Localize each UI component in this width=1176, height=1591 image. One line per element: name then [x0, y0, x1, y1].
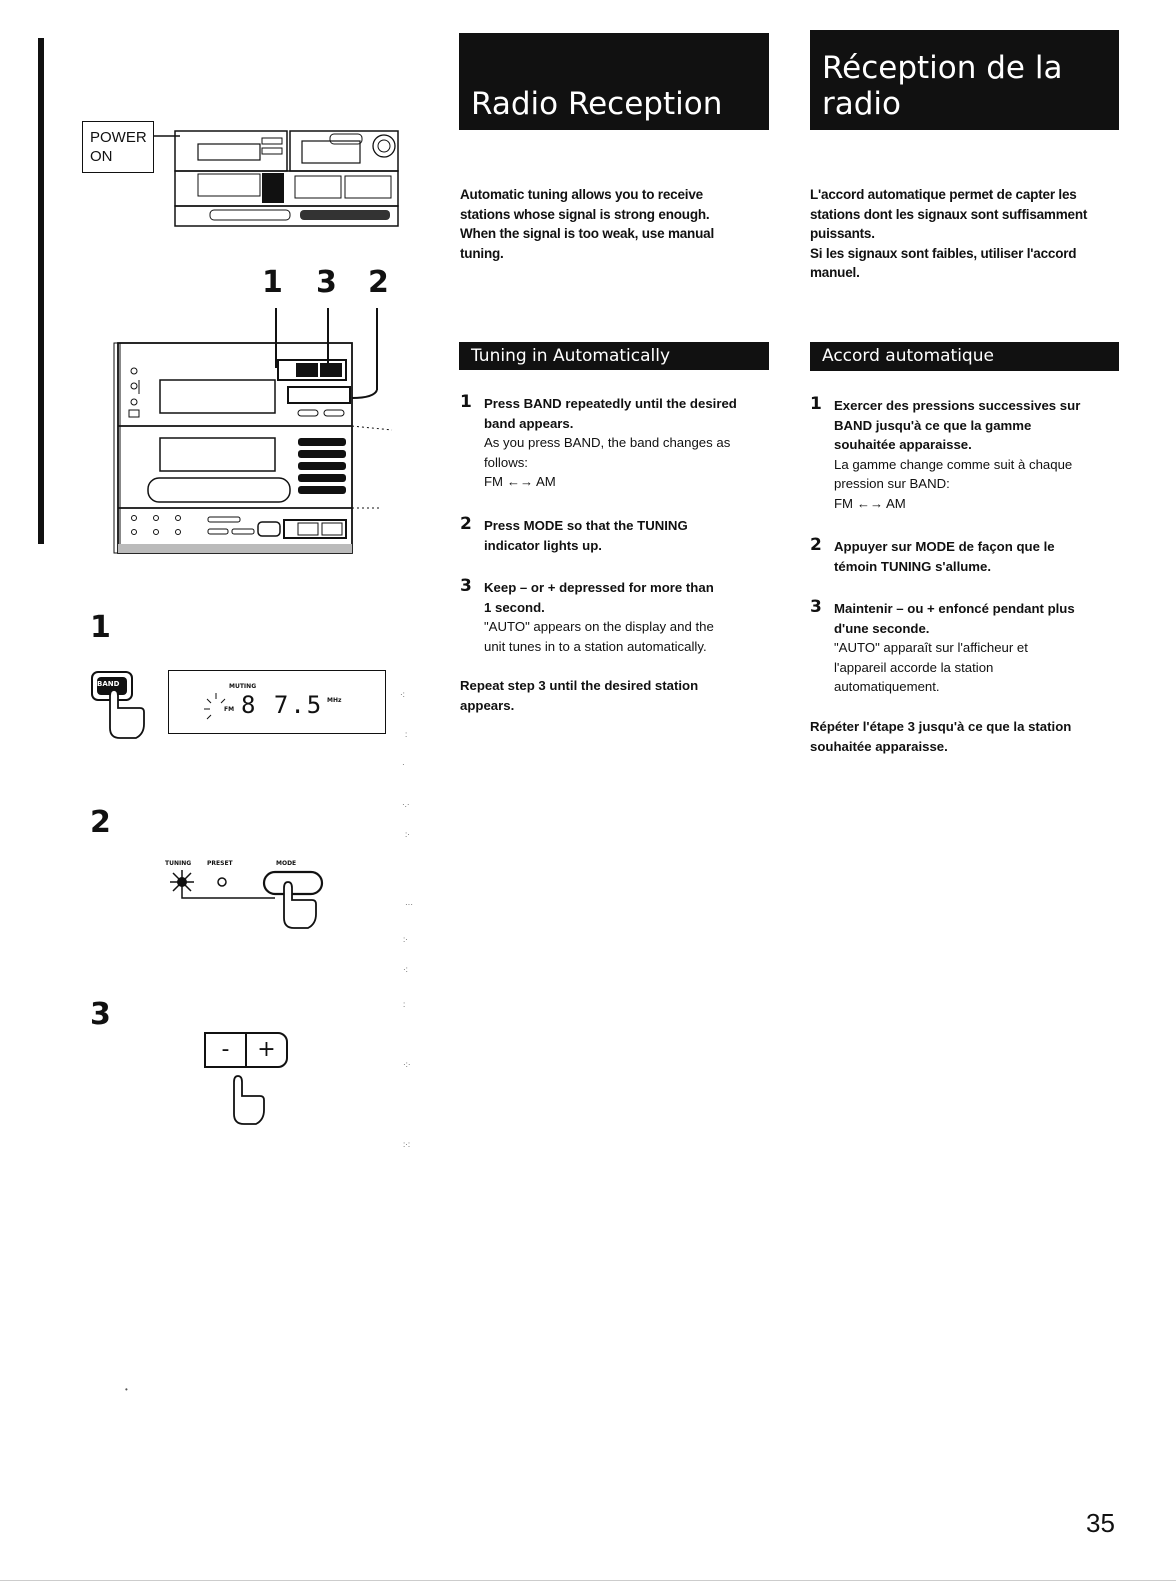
french-step-2	[810, 537, 1130, 577]
step-description: "AUTO" appears on the display and the	[484, 619, 714, 634]
step-instruction: Appuyer sur MODE de façon que le	[834, 539, 1055, 554]
stereo-overview-illustration	[150, 126, 410, 236]
repeat-line: appears.	[460, 697, 515, 713]
display-mhz-label: MHz	[327, 697, 342, 704]
page-bottom-rule	[0, 1580, 1176, 1581]
step-description: pression sur BAND:	[834, 476, 950, 491]
display-fm-label: FM	[224, 706, 235, 713]
display-frequency: 8 7.5	[241, 691, 324, 719]
minus-key[interactable]: -	[206, 1034, 247, 1066]
step-instruction: band appears.	[484, 415, 574, 431]
intro-line: manuel.	[810, 265, 860, 280]
preset-indicator-label: PRESET	[207, 860, 233, 867]
illustration-step-number: 3	[90, 997, 111, 1032]
power-label-line2: ON	[90, 148, 113, 165]
english-step-3	[460, 578, 780, 658]
display-blink-icon	[201, 689, 231, 725]
intro-line: tuning.	[460, 245, 504, 261]
english-step-1	[460, 394, 780, 494]
step-description: unit tunes in to a station automatically.	[484, 638, 707, 654]
intro-line: stations whose signal is strong enough.	[460, 206, 710, 222]
step-instruction: 1 second.	[484, 599, 545, 615]
illustration-step-number: 2	[90, 805, 111, 840]
english-title-text: Radio Reception	[471, 86, 723, 122]
step-instruction: d'une seconde.	[834, 620, 930, 636]
callout-number: 1	[262, 265, 283, 300]
band-button-label: BAND	[97, 680, 120, 688]
step-number: 2	[460, 514, 472, 534]
step-description: automatiquement.	[834, 679, 940, 694]
step-instruction: Exercer des pressions successives sur	[834, 398, 1081, 413]
step-number: 3	[460, 576, 472, 596]
margin-bar	[38, 38, 44, 544]
repeat-line: Repeat step 3 until the desired station	[460, 678, 699, 693]
repeat-line: souhaitée apparaisse.	[810, 738, 948, 754]
step-number: 2	[810, 535, 822, 555]
intro-line: Si les signaux sont faibles, utiliser l'accord	[810, 245, 1077, 261]
english-section-heading	[459, 342, 769, 370]
power-on-label	[82, 121, 154, 173]
intro-line: L'accord automatique permet de capter les	[810, 187, 1077, 202]
intro-line: puissants.	[810, 226, 875, 241]
intro-line: stations dont les signaux sont suffisamment	[810, 206, 1088, 222]
step-number: 1	[810, 394, 822, 414]
step-instruction: Press BAND repeatedly until the desired	[484, 396, 737, 411]
section-heading-text: Accord automatique	[822, 346, 994, 366]
step-instruction: BAND jusqu'à ce que la gamme	[834, 417, 1032, 433]
repeat-line: Répéter l'étape 3 jusqu'à ce que la station	[810, 719, 1072, 734]
display-muting-label: MUTING	[229, 683, 257, 690]
step-instruction: indicator lights up.	[484, 537, 602, 553]
step-instruction: Keep – or + depressed for more than	[484, 580, 714, 595]
tuner-display-illustration	[168, 670, 386, 734]
step-description: FM ←→ AM	[484, 474, 556, 489]
mode-button-label: MODE	[276, 860, 297, 867]
intro-line: When the signal is too weak, use manual	[460, 226, 715, 241]
french-section-heading	[810, 342, 1119, 371]
step-description: l'appareil accorde la station	[834, 659, 994, 675]
french-title-line: Réception de la	[822, 50, 1063, 86]
step-description: follows:	[484, 454, 528, 470]
step-description: La gamme change comme suit à chaque	[834, 456, 1073, 472]
step-instruction: souhaitée apparaisse.	[834, 437, 972, 452]
step-description: As you press BAND, the band changes as	[484, 435, 731, 450]
section-heading-text: Tuning in Automatically	[471, 346, 671, 366]
french-step-3	[810, 599, 1130, 699]
english-step-2	[460, 516, 780, 556]
english-intro	[460, 185, 780, 263]
pointing-hand-icon	[226, 1074, 266, 1130]
step-description: FM ←→ AM	[834, 495, 906, 511]
step-instruction: Press MODE so that the TUNING	[484, 518, 688, 533]
french-title-line: radio	[822, 86, 901, 122]
step-description: "AUTO" apparaît sur l'afficheur et	[834, 640, 1028, 655]
page-number: 35	[1086, 1508, 1115, 1538]
tuning-indicator-label: TUNING	[165, 860, 192, 867]
step-number: 3	[810, 597, 822, 617]
mode-panel-illustration	[160, 866, 330, 936]
french-repeat-note	[810, 717, 1130, 756]
minus-plus-keypad[interactable]	[204, 1032, 288, 1068]
step-number: 1	[460, 392, 472, 412]
plus-key[interactable]: +	[257, 1037, 276, 1062]
intro-line: Automatic tuning allows you to receive	[460, 187, 703, 202]
callout-number: 2	[368, 265, 389, 300]
english-title	[459, 33, 769, 130]
illustration-step-number: 1	[90, 610, 111, 645]
power-label-line1: POWER	[90, 129, 147, 146]
english-repeat-note	[460, 676, 780, 715]
french-step-1	[810, 396, 1130, 516]
callout-number: 3	[316, 265, 337, 300]
step-instruction: Maintenir – ou + enfoncé pendant plus	[834, 601, 1075, 616]
french-intro	[810, 185, 1130, 283]
french-title	[810, 30, 1119, 130]
tuner-unit-illustration	[112, 298, 412, 563]
step-instruction: témoin TUNING s'allume.	[834, 558, 992, 574]
